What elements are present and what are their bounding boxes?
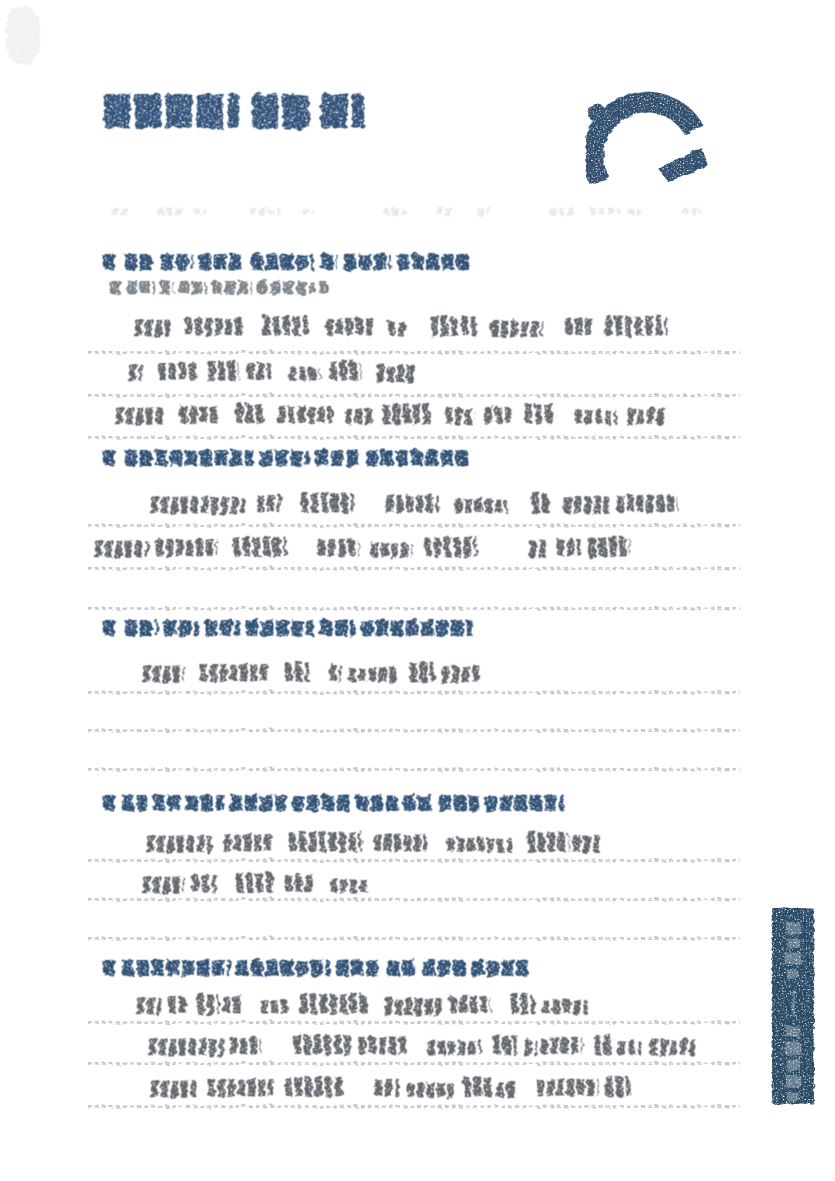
ink-stroke: [439, 795, 479, 811]
ink-stroke: [261, 1000, 288, 1014]
handwritten-answer-q3: [143, 664, 479, 684]
ink-stroke: [604, 316, 667, 336]
ruled-answer-line: [88, 524, 740, 527]
ink-stroke: [403, 795, 433, 811]
ink-stroke: [150, 1081, 196, 1098]
ink-stroke: [284, 662, 309, 682]
ink-stroke: [148, 1039, 224, 1056]
ink-stroke: [159, 363, 198, 380]
ink-stroke: [293, 1035, 351, 1055]
banner-glyph-mark: [785, 1042, 801, 1055]
banner-glyph-mark: [786, 922, 801, 934]
banner-glyph-mark: [787, 1092, 799, 1101]
ink-stroke: [320, 281, 328, 294]
handwritten-answer-q1: [116, 406, 667, 426]
ink-stroke: [388, 322, 406, 336]
ink-stroke: [318, 539, 359, 556]
ink-stroke: [436, 208, 452, 215]
ink-stroke: [428, 1041, 481, 1056]
ink-stroke: [430, 316, 476, 336]
ink-stroke: [292, 795, 350, 811]
ink-stroke: [349, 668, 398, 683]
ruled-answer-line: [88, 898, 740, 901]
handwritten-answer-q1: [135, 318, 667, 338]
ink-stroke: [444, 408, 475, 425]
ink-stroke: [550, 208, 574, 215]
ink-stroke: [478, 208, 490, 215]
ink-stroke: [142, 666, 184, 683]
question-5-heading: [103, 960, 528, 976]
ruled-answer-line: [88, 351, 740, 354]
ink-stroke: [247, 363, 271, 380]
ink-stroke: [455, 499, 508, 514]
ink-stroke: [423, 960, 466, 976]
ink-stroke: [345, 410, 375, 425]
ink-stroke: [146, 836, 212, 853]
banner-vertical-text: [772, 922, 814, 1101]
ink-stroke: [593, 1035, 614, 1055]
ink-stroke: [376, 365, 416, 382]
ink-stroke: [257, 281, 315, 294]
ink-stroke: [382, 404, 431, 424]
ink-stroke: [232, 537, 286, 557]
banner-glyph-mark: [787, 970, 799, 978]
ink-stroke: [142, 877, 184, 894]
ink-stroke: [492, 1035, 517, 1055]
ruled-answer-line: [88, 859, 740, 862]
ink-stroke: [122, 960, 230, 976]
ink-stroke: [196, 994, 219, 1014]
ink-stroke: [128, 365, 143, 382]
ink-stroke: [125, 620, 158, 636]
ink-stroke: [510, 994, 535, 1014]
ink-stroke: [329, 361, 361, 381]
ink-stroke: [180, 406, 220, 423]
ink-stroke: [185, 318, 243, 335]
ink-stroke: [208, 1079, 273, 1096]
ruled-answer-line: [88, 937, 740, 940]
ruled-answer-line: [88, 1021, 740, 1024]
ink-stroke: [103, 450, 118, 466]
ink-stroke: [496, 1081, 517, 1098]
ink-stroke: [649, 1039, 695, 1056]
ruled-answer-line: [88, 394, 740, 397]
ink-stroke: [361, 620, 473, 636]
ink-stroke: [212, 281, 252, 294]
ink-stroke: [320, 620, 355, 636]
ink-stroke: [605, 1077, 630, 1097]
logo-g-bar: [658, 148, 708, 182]
ink-stroke: [104, 94, 239, 128]
ruled-answer-line: [88, 1062, 740, 1065]
side-banner: [772, 908, 814, 1104]
ink-stroke: [330, 879, 367, 894]
ink-stroke: [103, 795, 116, 811]
ink-stroke: [250, 208, 280, 215]
ink-stroke: [565, 318, 593, 335]
ink-stroke: [344, 254, 391, 270]
banner-glyph-mark: [785, 952, 801, 965]
ink-stroke: [260, 450, 310, 466]
ink-stroke: [590, 208, 620, 215]
handwritten-answer-q2: [95, 539, 630, 559]
banner-glyph-mark: [792, 990, 795, 1016]
ink-stroke: [472, 960, 528, 976]
ink-stroke: [485, 795, 564, 811]
ink-stroke: [150, 497, 245, 514]
ink-stroke: [384, 998, 442, 1015]
ink-stroke: [153, 795, 180, 811]
ink-stroke: [194, 208, 208, 215]
ink-stroke: [288, 832, 362, 852]
ink-stroke: [110, 281, 122, 294]
ink-stroke: [300, 493, 354, 513]
ink-stroke: [618, 1041, 642, 1055]
handwritten-answer-q4: [143, 875, 367, 895]
ink-stroke: [169, 996, 187, 1013]
ink-stroke: [236, 960, 330, 976]
question-1-subtext: [110, 281, 328, 294]
ink-stroke: [257, 495, 281, 512]
scan-edge-smudge: [6, 6, 40, 64]
ink-stroke: [252, 94, 309, 128]
handwritten-answer-q4: [147, 834, 602, 854]
ink-stroke: [103, 960, 116, 976]
ruled-answer-line: [88, 729, 740, 732]
ink-stroke: [563, 497, 609, 514]
ink-stroke: [278, 406, 333, 423]
ink-stroke: [299, 994, 369, 1014]
ink-stroke: [125, 254, 155, 270]
ink-stroke: [407, 1083, 456, 1098]
ink-stroke: [527, 832, 569, 852]
handwritten-answer-q1: [129, 363, 416, 383]
ruled-answer-line: [88, 567, 740, 570]
ink-stroke: [528, 541, 549, 558]
ink-stroke: [122, 795, 147, 811]
ink-stroke: [321, 254, 337, 270]
ink-stroke: [235, 404, 264, 424]
ink-stroke: [156, 539, 217, 556]
ink-stroke: [251, 254, 314, 270]
ink-stroke: [199, 254, 244, 270]
ink-stroke: [628, 208, 642, 215]
ink-stroke: [103, 620, 118, 636]
ink-stroke: [356, 795, 397, 811]
ink-stroke: [285, 875, 314, 892]
ink-stroke: [374, 834, 427, 851]
ink-stroke: [626, 408, 667, 425]
ink-stroke: [161, 254, 193, 270]
ink-stroke: [136, 998, 161, 1015]
ink-stroke: [441, 666, 479, 683]
ink-stroke: [384, 208, 406, 215]
handwritten-answer-q5: [151, 1079, 630, 1099]
ink-stroke: [230, 1037, 261, 1054]
ink-stroke: [371, 543, 412, 558]
ruled-answer-line: [88, 768, 740, 771]
ink-stroke: [375, 1079, 399, 1096]
question-2-heading: [103, 450, 471, 466]
ink-stroke: [524, 1039, 537, 1056]
ruled-answer-line: [88, 436, 740, 439]
ink-stroke: [387, 960, 417, 976]
ink-stroke: [450, 996, 491, 1013]
banner-glyph-mark: [786, 1075, 801, 1088]
banner-glyph-mark: [786, 1026, 800, 1037]
ink-stroke: [224, 834, 273, 851]
ink-stroke: [205, 620, 240, 636]
handwritten-answer-q2: [151, 495, 678, 515]
ink-stroke: [284, 1077, 342, 1097]
ink-stroke: [289, 367, 320, 382]
ink-stroke: [463, 1077, 493, 1097]
handwritten-answer-q5: [149, 1037, 695, 1057]
ink-stroke: [409, 662, 434, 682]
ink-stroke: [541, 1037, 582, 1054]
ink-stroke: [531, 493, 552, 513]
page-title: [104, 94, 364, 128]
question-4-heading: [103, 795, 564, 811]
faded-header-handwriting: [112, 208, 702, 215]
ink-stroke: [207, 361, 239, 381]
ink-stroke: [235, 873, 273, 893]
ink-stroke: [200, 664, 269, 681]
banner-glyph-mark: [787, 1059, 800, 1070]
ruled-answer-line: [88, 1105, 740, 1108]
ink-stroke: [160, 281, 174, 294]
ink-stroke: [366, 450, 471, 466]
ink-stroke: [326, 318, 376, 335]
ink-stroke: [223, 996, 243, 1013]
ruled-answer-line: [88, 607, 740, 610]
ink-stroke: [164, 620, 199, 636]
ink-stroke: [192, 875, 216, 892]
ink-stroke: [447, 837, 512, 852]
ink-stroke: [575, 410, 617, 425]
ink-stroke: [186, 795, 224, 811]
ink-stroke: [262, 316, 308, 336]
ink-stroke: [537, 1079, 598, 1096]
ink-stroke: [302, 208, 314, 215]
ink-stroke: [103, 254, 118, 270]
question-1-heading: [103, 254, 471, 270]
ink-stroke: [158, 208, 184, 215]
ink-stroke: [588, 537, 630, 557]
question-3-heading: [103, 620, 473, 636]
ruled-answer-line: [88, 691, 740, 694]
ink-stroke: [423, 537, 477, 557]
ink-stroke: [112, 208, 130, 215]
handwritten-answer-q5: [137, 996, 588, 1016]
ink-stroke: [397, 254, 471, 270]
ink-stroke: [386, 495, 439, 512]
ink-stroke: [572, 836, 602, 853]
ink-stroke: [617, 495, 678, 512]
ink-stroke: [179, 281, 207, 294]
ink-stroke: [336, 960, 381, 976]
clinic-logo-g-icon: [586, 86, 712, 183]
ink-stroke: [134, 320, 170, 337]
ink-stroke: [490, 320, 543, 337]
ink-stroke: [125, 450, 253, 466]
ink-stroke: [321, 94, 364, 128]
ink-stroke: [682, 208, 702, 215]
ink-stroke: [246, 620, 314, 636]
ink-stroke: [115, 408, 166, 425]
ink-stroke: [329, 664, 341, 681]
ink-stroke: [127, 281, 155, 294]
ink-stroke: [316, 450, 360, 466]
ink-stroke: [230, 795, 286, 811]
ink-stroke: [524, 404, 555, 424]
ink-stroke: [557, 539, 581, 556]
ink-stroke: [543, 1000, 588, 1015]
ink-stroke: [94, 541, 148, 558]
ink-stroke: [359, 1037, 408, 1054]
banner-glyph-mark: [787, 939, 800, 948]
ink-stroke: [485, 406, 511, 423]
